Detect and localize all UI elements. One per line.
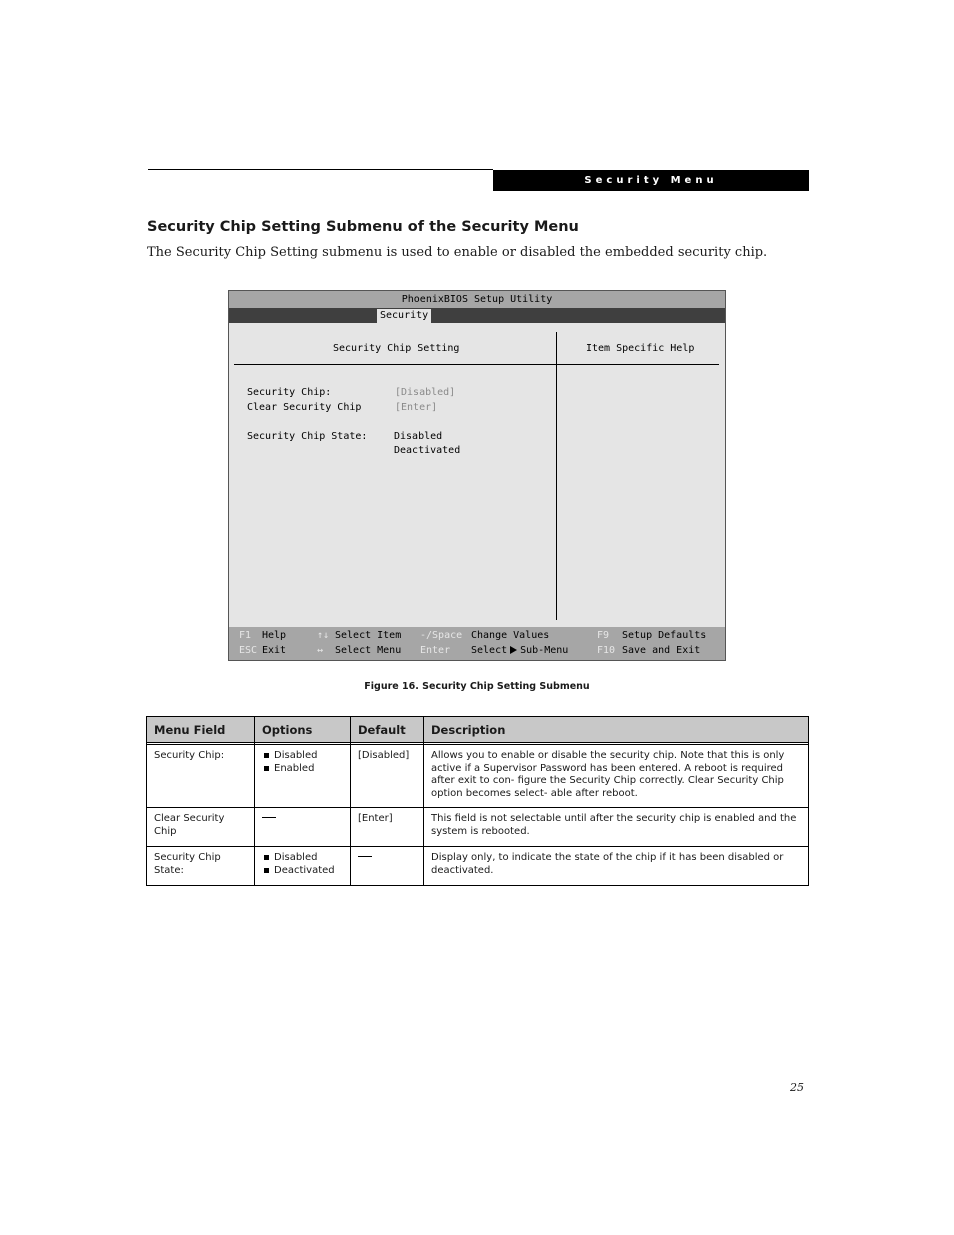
- column-header: Options: [255, 717, 351, 743]
- default-cell: [Enter]: [351, 808, 424, 847]
- field-cell: Security Chip:: [147, 745, 255, 808]
- options-cell: [255, 847, 351, 886]
- key-enter-label: [471, 645, 568, 656]
- header-rule: [148, 169, 493, 170]
- description-cell: This field is not selectable until after the security chip is enabled and the system is rebooted.: [424, 808, 809, 847]
- key-enter-label-submenu: Sub-Menu: [520, 645, 569, 656]
- left-panel-title: Security Chip Setting: [333, 343, 460, 354]
- page-number: 25: [790, 1081, 804, 1094]
- clear-chip-value[interactable]: [Enter]: [395, 402, 438, 413]
- option-bullet: Enabled: [262, 763, 343, 776]
- panel-divider: [556, 332, 557, 620]
- key-space: -/Space: [420, 630, 463, 641]
- option-bullet: Disabled: [262, 852, 343, 865]
- option-bullet: Deactivated: [262, 865, 343, 878]
- key-updown-label: Select Item: [335, 630, 402, 641]
- table-row: [147, 847, 809, 886]
- key-f9: F9: [597, 630, 610, 641]
- key-f1-label: Help: [262, 630, 287, 641]
- default-cell: [Disabled]: [351, 745, 424, 808]
- section-header: Security Menu: [493, 170, 809, 191]
- default-cell: [351, 847, 424, 886]
- bios-menubar: [229, 308, 725, 323]
- section-heading: Security Chip Setting Submenu of the Security Menu: [147, 219, 579, 235]
- security-chip-value[interactable]: [Disabled]: [395, 387, 456, 398]
- key-f1: F1: [239, 630, 252, 641]
- bios-screenshot: [228, 290, 726, 661]
- description-cell: Display only, to indicate the state of the chip if it has been disabled or deactivated.: [424, 847, 809, 886]
- column-header: Description: [424, 717, 809, 743]
- column-header: Menu Field: [147, 717, 255, 743]
- key-enter-label-select: Select: [471, 645, 508, 656]
- column-header: Default: [351, 717, 424, 743]
- dash-icon: [262, 817, 276, 818]
- key-space-label: Change Values: [471, 630, 550, 641]
- key-f9-label: Setup Defaults: [622, 630, 707, 641]
- key-enter: Enter: [420, 645, 451, 656]
- left-panel-rule: [234, 364, 556, 365]
- key-f10-label: Save and Exit: [622, 645, 701, 656]
- security-chip-label: Security Chip:: [247, 387, 332, 398]
- options-cell: [255, 808, 351, 847]
- field-cell: Security Chip State:: [147, 847, 255, 886]
- table-row: [147, 808, 809, 847]
- description-cell: Allows you to enable or disable the security chip. Note that this is only active if a Supervisor Password has been entered. A reboot is required after exit to con- figure the Security Chip correctly. Clear Security Chip option becomes select- able after reboot.: [424, 745, 809, 808]
- table-row: [147, 745, 809, 808]
- options-cell: [255, 745, 351, 808]
- dash-icon: [358, 856, 372, 857]
- option-bullet: Disabled: [262, 750, 343, 763]
- field-cell: Clear Security Chip: [147, 808, 255, 847]
- intro-paragraph: The Security Chip Setting submenu is used to enable or disabled the embedded security chip.: [147, 245, 768, 260]
- key-esc: ESC: [239, 645, 258, 656]
- chip-state-label: Security Chip State:: [247, 431, 368, 442]
- menu-field-table: [146, 716, 809, 886]
- bios-title: PhoenixBIOS Setup Utility: [229, 291, 725, 308]
- table-header-row: [147, 717, 809, 743]
- play-triangle-icon: [510, 646, 517, 654]
- chip-state-value-2: Deactivated: [394, 445, 461, 456]
- help-panel-title: Item Specific Help: [586, 343, 695, 354]
- right-panel-rule: [557, 364, 719, 365]
- clear-chip-label: Clear Security Chip: [247, 402, 362, 413]
- chip-state-value: Disabled: [394, 431, 443, 442]
- key-f10: F10: [597, 645, 616, 656]
- bios-key-legend: [229, 627, 725, 660]
- figure-caption: Figure 16. Security Chip Setting Submenu: [364, 681, 590, 692]
- leftright-arrows-icon: ↔: [317, 645, 324, 656]
- key-leftright-label: Select Menu: [335, 645, 402, 656]
- tab-security[interactable]: Security: [377, 309, 431, 323]
- key-esc-label: Exit: [262, 645, 287, 656]
- updown-arrows-icon: ↑↓: [317, 630, 330, 641]
